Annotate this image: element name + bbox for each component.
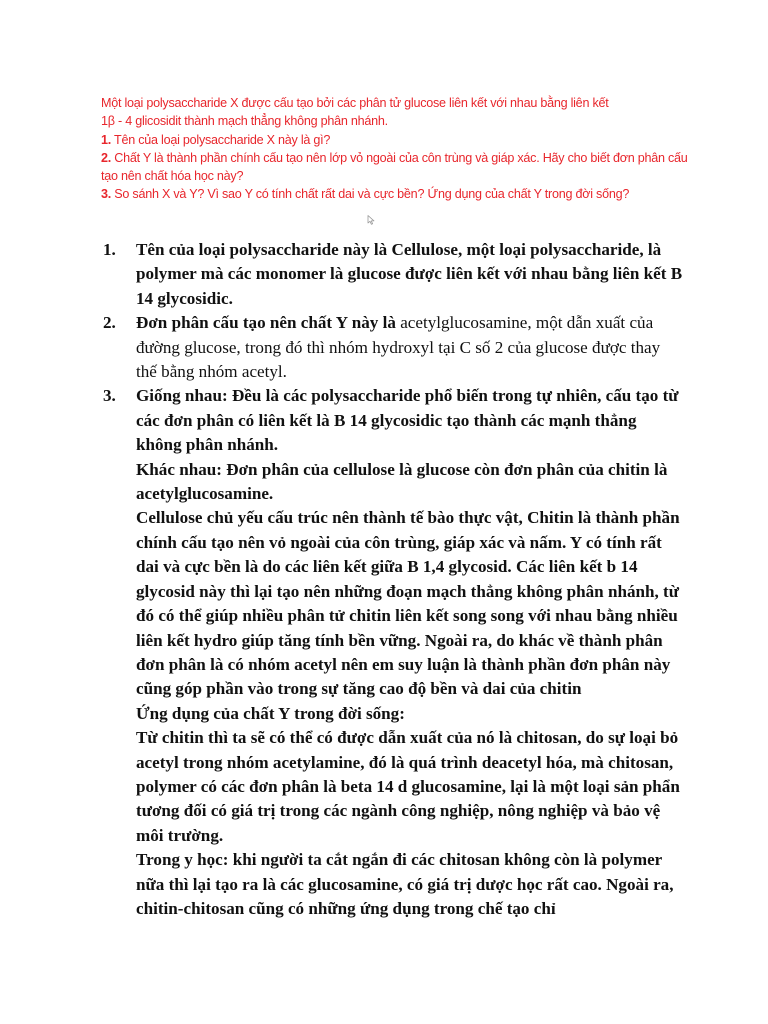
question-1-number: 1.: [101, 132, 112, 147]
answer-block: [103, 238, 683, 921]
answer-3-applications-heading: Ứng dụng của chất Y trong đời sống:: [136, 703, 405, 723]
question-1: [101, 131, 701, 149]
question-block: [101, 94, 701, 204]
question-intro-line2: 1β - 4 glicosidit thành mạch thẳng không phân nhánh.: [101, 114, 388, 129]
question-1-text: Tên của loại polysaccharide X này là gì?: [111, 132, 331, 147]
answer-3: [103, 384, 683, 921]
answer-3-similarities: Giống nhau: Đều là các polysaccharide phổ biến trong tự nhiên, cấu tạo từ các đơn phân có liên kết là B 14 glycosidic tạo thành các mạnh thẳng không phân nhánh.: [136, 386, 679, 455]
answer-1-marker: 1.: [103, 240, 116, 259]
answer-2-normal-text: acetylglucosamine, một dẫn xuất của đường glucose, trong đó thì nhóm hydroxyl tại C số 2 của glucose được thay thế bằng nhóm acetyl.: [136, 313, 661, 382]
answer-1-text: Tên của loại polysaccharide này là Cellulose, một loại polysaccharide, là polymer mà các monomer là glucose được liên kết với nhau bằng liên kết B 14 glycosidic.: [136, 240, 683, 308]
answer-2-marker: 2.: [103, 313, 116, 333]
mouse-pointer-icon: [367, 212, 375, 222]
answer-3-chitosan-paragraph: Từ chitin thì ta sẽ có thể có được dẫn xuất của nó là chitosan, do sự loại bỏ acetyl trong nhóm acetylamine, đó là quá trình deacetyl hóa, mà chitosan, polymer có các đơn phân là beta 14 d glucosamine, lại là một loại sản phẩn tương đối có giá trị trong các ngành công nghiệp, nông nghiệp và bảo vệ môi trường.: [136, 728, 680, 845]
question-3-number: 3.: [101, 187, 112, 202]
answer-list: [103, 238, 683, 921]
question-3: [101, 185, 701, 203]
question-2-text: Chất Y là thành phần chính cấu tạo nên lớp vỏ ngoài của côn trùng và giáp xác. Hãy cho biết đơn phân cấu tạo nên chất hóa học này?: [101, 150, 688, 184]
answer-3-differences: Khác nhau: Đơn phân của cellulose là glucose còn đơn phân của chitin là acetylglucosamine.: [136, 459, 668, 504]
answer-3-marker: 3.: [103, 386, 116, 406]
answer-1: [103, 238, 683, 311]
question-3-text: So sánh X và Y? Vì sao Y có tính chất rất dai và cực bền? Ứng dụng của chất Y trong đời sống?: [111, 187, 630, 202]
question-intro-line1: Một loại polysaccharide X được cấu tạo bởi các phân tử glucose liên kết với nhau bằng liên kết: [101, 96, 609, 110]
question-2: [101, 149, 701, 186]
answer-2: [103, 311, 683, 384]
answer-3-medicine-paragraph: Trong y học: khi người ta cắt ngắn đi các chitosan không còn là polymer nữa thì lại tạo ra là các glucosamine, có giá trị dược học rất cao. Ngoài ra, chitin-chitosan cũng có những ứng dụng trong chế tạo chỉ: [136, 850, 674, 918]
question-2-number: 2.: [101, 150, 112, 165]
question-intro: [101, 94, 701, 131]
answer-3-explanation: Cellulose chủ yếu cấu trúc nên thành tế bào thực vật, Chitin là thành phần chính cấu tạo nên vỏ ngoài của côn trùng, giáp xác và nấm. Y có tính rất dai và cực bền là do các liên kết giữa B 1,4 glycosid. Các liên kết b 14 glycosid này thì lại tạo nên những đoạn mạch thẳng không phân nhánh, từ đó có thể giúp nhiều phân tử chitin liên kết song song với nhau bằng nhiều liên kết hydro giúp tăng tính bền vững. Ngoài ra, do khác về thành phân đơn phân là có nhóm acetyl nên em suy luận là thành phần đơn phân này cũng góp phần vào trong sự tăng cao độ bền và dai của chitin: [136, 508, 680, 699]
answer-2-bold-text: Đơn phân cấu tạo nên chất Y này là: [136, 313, 401, 333]
